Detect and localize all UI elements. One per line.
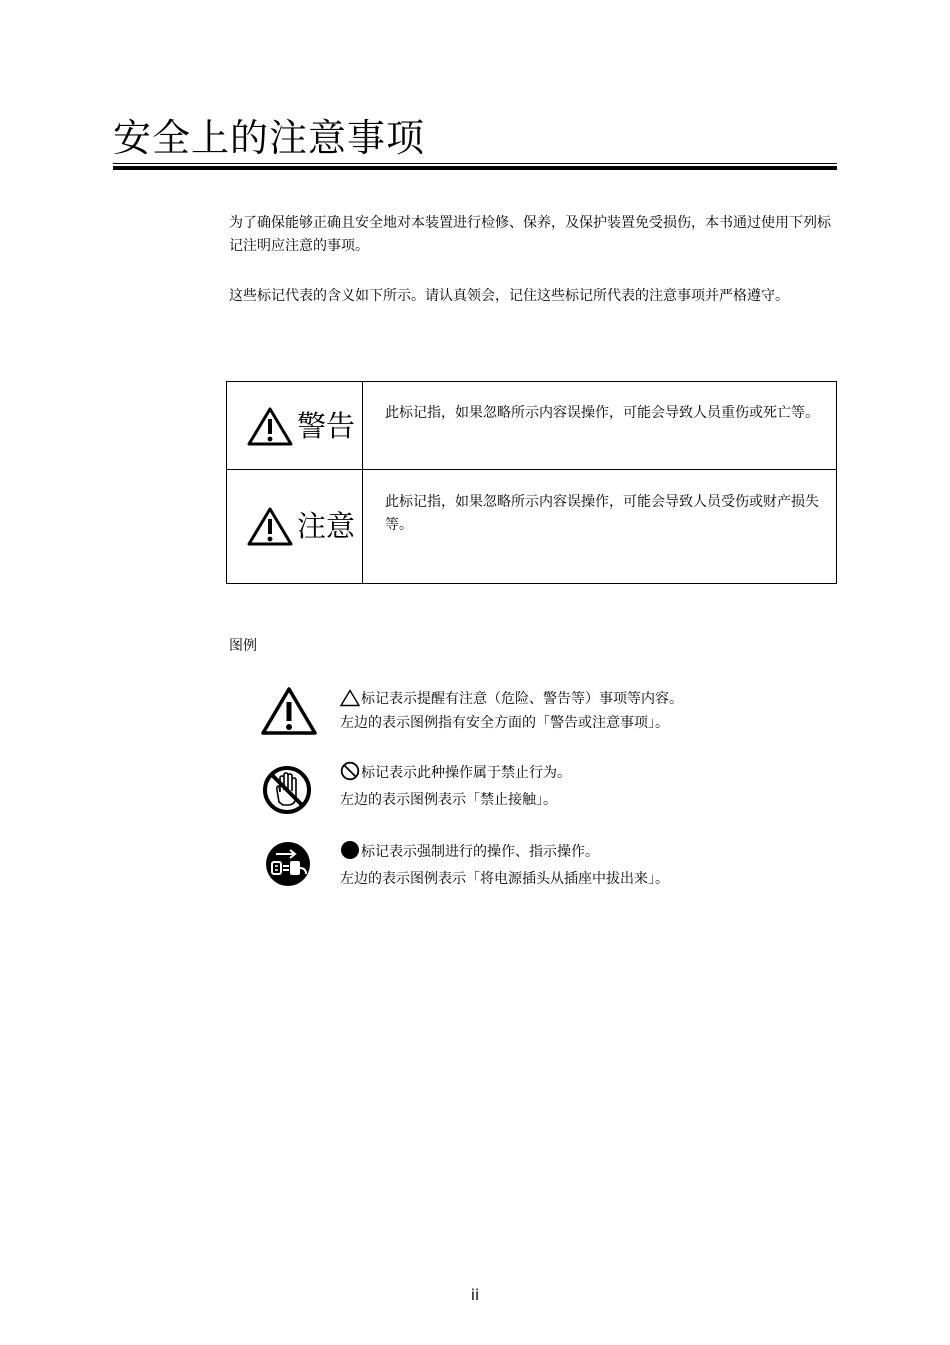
page-title: 安全上的注意事项 <box>113 116 426 160</box>
warning-triangle-icon <box>261 686 317 736</box>
legend-title: 图例 <box>229 638 257 654</box>
legend-item-2-line-1 <box>340 761 571 785</box>
triangle-outline-icon <box>340 689 360 707</box>
legend-item-2-line-2: 左边的表示图例表示「禁止接触」。 <box>340 792 557 808</box>
caution-label: 注意 <box>297 509 356 543</box>
table-row-warning-label <box>247 406 355 446</box>
intro-paragraph-2: 这些标记代表的含义如下所示。请认真领会，记住这些标记所代表的注意事项并严格遵守。 <box>229 288 789 304</box>
legend-item-1-text: 标记表示提醒有注意（危险、警告等）事项等内容。 <box>361 691 683 707</box>
table-divider-horizontal <box>227 469 836 470</box>
warning-description: 此标记指，如果忽略所示内容误操作，可能会导致人员重伤或死亡等。 <box>385 405 819 421</box>
intro-paragraph-1: 为了确保能够正确且安全地对本装置进行检修、保养，及保护装置免受损伤，本书通过使用下列标记注明应注意的事项。 <box>229 215 831 254</box>
no-touch-icon <box>261 764 313 816</box>
legend-item-2-text: 标记表示此种操作属于禁止行为。 <box>361 765 571 781</box>
table-divider-vertical <box>362 382 363 583</box>
legend-item-3-line-1 <box>340 840 599 864</box>
title-rule-thick <box>113 166 837 170</box>
symbol-table <box>226 381 837 584</box>
warning-label: 警告 <box>297 409 356 443</box>
title-rule-thin <box>113 163 837 164</box>
prohibition-icon <box>340 761 360 781</box>
legend-item-1-line-1 <box>340 687 683 711</box>
filled-circle-icon <box>340 840 360 860</box>
caution-triangle-icon <box>247 506 293 546</box>
table-row-caution-label <box>247 506 355 546</box>
caution-description: 此标记指，如果忽略所示内容误操作，可能会导致人员受伤或财产损失等。 <box>385 494 819 533</box>
warning-triangle-icon <box>247 406 293 446</box>
legend-item-1-line-2: 左边的表示图例指有安全方面的「警告或注意事项」。 <box>340 715 669 731</box>
legend-item-3-text: 标记表示强制进行的操作、指示操作。 <box>361 844 599 860</box>
unplug-icon <box>264 840 312 888</box>
page-number: ii <box>470 1286 480 1304</box>
legend-item-3-line-2: 左边的表示图例表示「将电源插头从插座中拔出来」。 <box>340 871 669 887</box>
